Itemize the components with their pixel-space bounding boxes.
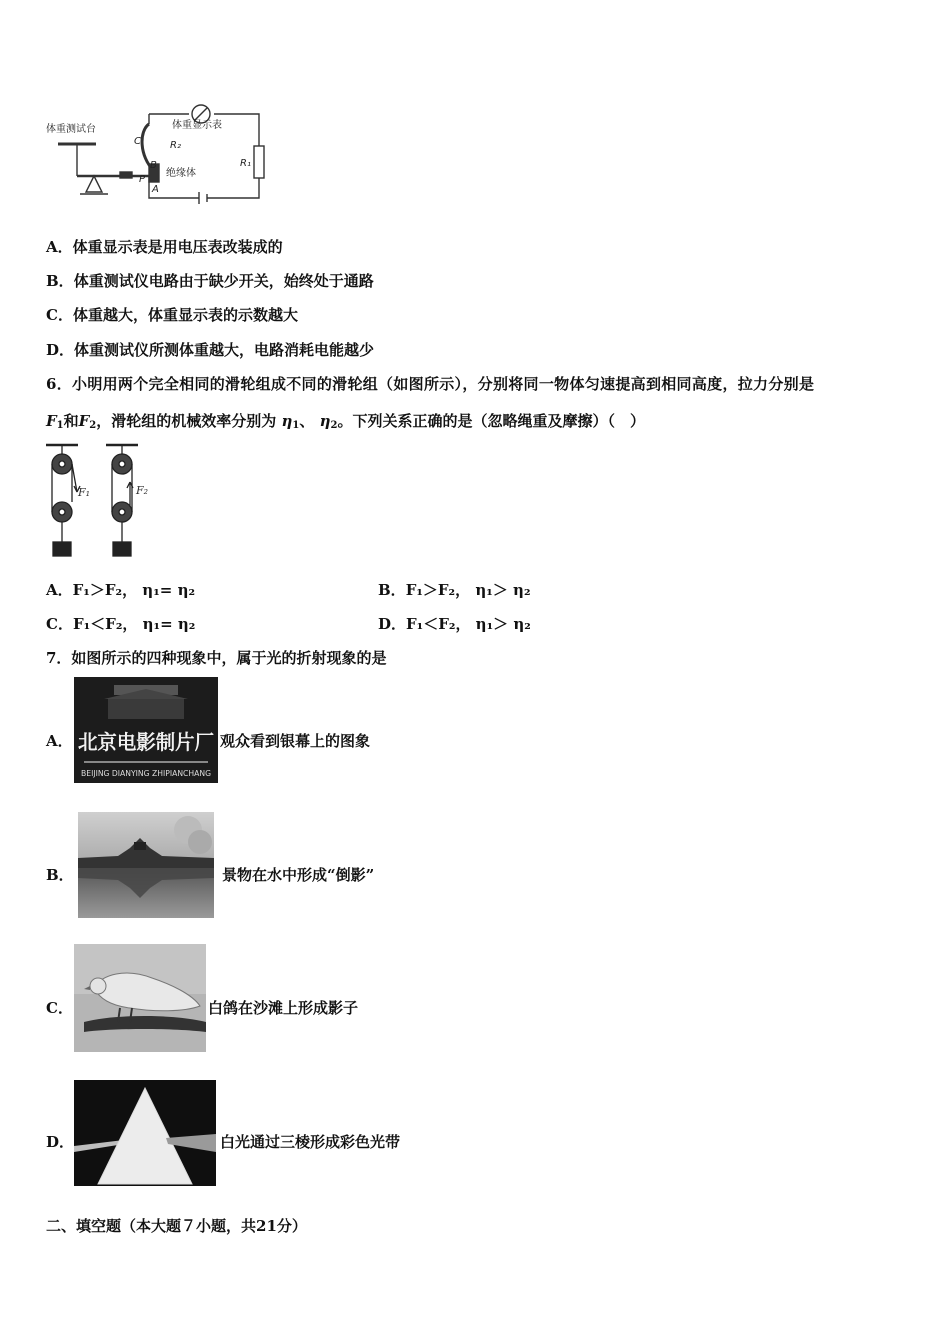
q6-option-d: [378, 613, 531, 634]
q5-option-b: [46, 270, 374, 291]
q7-option-b-text: 景物在水中形成“倒影”: [222, 866, 375, 884]
prism-image: [74, 1080, 216, 1186]
and-text: 和: [63, 412, 79, 430]
option-text: F₁＜F₂， η₁＞ η₂: [406, 615, 531, 633]
option-label: C．: [46, 615, 73, 633]
label-c: C: [134, 136, 141, 147]
studio-name-text: 北京电影制片厂: [78, 730, 214, 754]
mid-text: ，滑轮组的机械效率分别为: [96, 412, 277, 430]
option-label: D．: [378, 615, 407, 633]
q5-option-d: [46, 339, 374, 360]
option-text: F₁＜F₂， η₁= η₂: [72, 615, 196, 633]
label-insulator: 绝缘体: [166, 168, 196, 179]
option-label: B．: [46, 272, 74, 290]
label-platform: 体重测试台: [46, 124, 96, 135]
q6-stem-line2: [46, 410, 645, 431]
weight-meter-circuit-figure: [44, 96, 284, 206]
q7-option-d-label: D．: [46, 1133, 75, 1151]
reflection-image: [78, 812, 214, 918]
option-text: 体重越大，体重显示表的示数越大: [72, 306, 298, 324]
film-studio-image: [74, 677, 218, 783]
section-heading-fill-in: 二、填空题（本大题７小题，共21分）: [46, 1217, 307, 1235]
q7-option-a-label: A．: [46, 732, 73, 750]
q6-option-b: [378, 579, 531, 600]
dove-shadow-image: [74, 944, 206, 1052]
label-f1: F₁: [78, 486, 91, 499]
q5-option-c: [46, 304, 298, 325]
f2-sub: 2: [89, 420, 97, 431]
q7-option-b-label: B．: [46, 866, 74, 884]
label-a: A: [152, 184, 159, 195]
option-label: A．: [46, 581, 73, 599]
label-r1: R₁: [240, 158, 251, 169]
q6-stem-line1: 6．小明用两个完全相同的滑轮组成不同的滑轮组（如图所示），分别将同一物体匀速提高到相同高度，拉力分别是: [46, 375, 815, 393]
q6-option-c: [46, 613, 195, 634]
q6-option-a: [46, 579, 195, 600]
option-text: F₁＞F₂， η₁= η₂: [72, 581, 196, 599]
f2-symbol: F: [78, 412, 90, 430]
label-b: B: [150, 160, 157, 171]
pulley-system-figure: [42, 442, 162, 564]
q5-option-a: [46, 236, 283, 257]
option-label: B．: [378, 581, 406, 599]
studio-pinyin-text: BEIJING DIANYING ZHIPIANCHANG: [81, 769, 211, 778]
label-p: P: [139, 174, 146, 185]
f1-symbol: F: [46, 412, 57, 430]
label-meter: 体重显示表: [172, 120, 222, 131]
eta1-symbol: η: [281, 412, 293, 430]
option-text: F₁＞F₂， η₁＞ η₂: [405, 581, 531, 599]
option-label: C．: [46, 306, 73, 324]
q7-option-c-label: C．: [46, 999, 73, 1017]
eta1-sub: 1: [292, 420, 300, 431]
option-label: A．: [46, 238, 73, 256]
q7-option-d-text: 白光通过三棱形成彩色光带: [220, 1133, 401, 1151]
end-text: 。下列关系正确的是（忽略绳重及摩擦）（ ）: [337, 412, 646, 430]
option-label: D．: [46, 341, 75, 359]
option-text: 体重测试仪所测体重越大，电路消耗电能越少: [74, 341, 375, 359]
q7-option-c-text: 白鸽在沙滩上形成影子: [208, 999, 359, 1017]
f1-sub: 1: [56, 420, 64, 431]
label-r2: R₂: [170, 140, 181, 151]
option-text: 体重显示表是用电压表改装成的: [72, 238, 283, 256]
sep-text: 、: [299, 412, 315, 430]
label-f2: F₂: [136, 484, 149, 497]
eta2-sub: 2: [330, 420, 338, 431]
q7-option-a-text: 观众看到银幕上的图象: [220, 732, 371, 750]
q7-stem: 7．如图所示的四种现象中，属于光的折射现象的是: [46, 649, 387, 667]
option-text: 体重测试仪电路由于缺少开关，始终处于通路: [73, 272, 374, 290]
eta2-symbol: η: [319, 412, 331, 430]
